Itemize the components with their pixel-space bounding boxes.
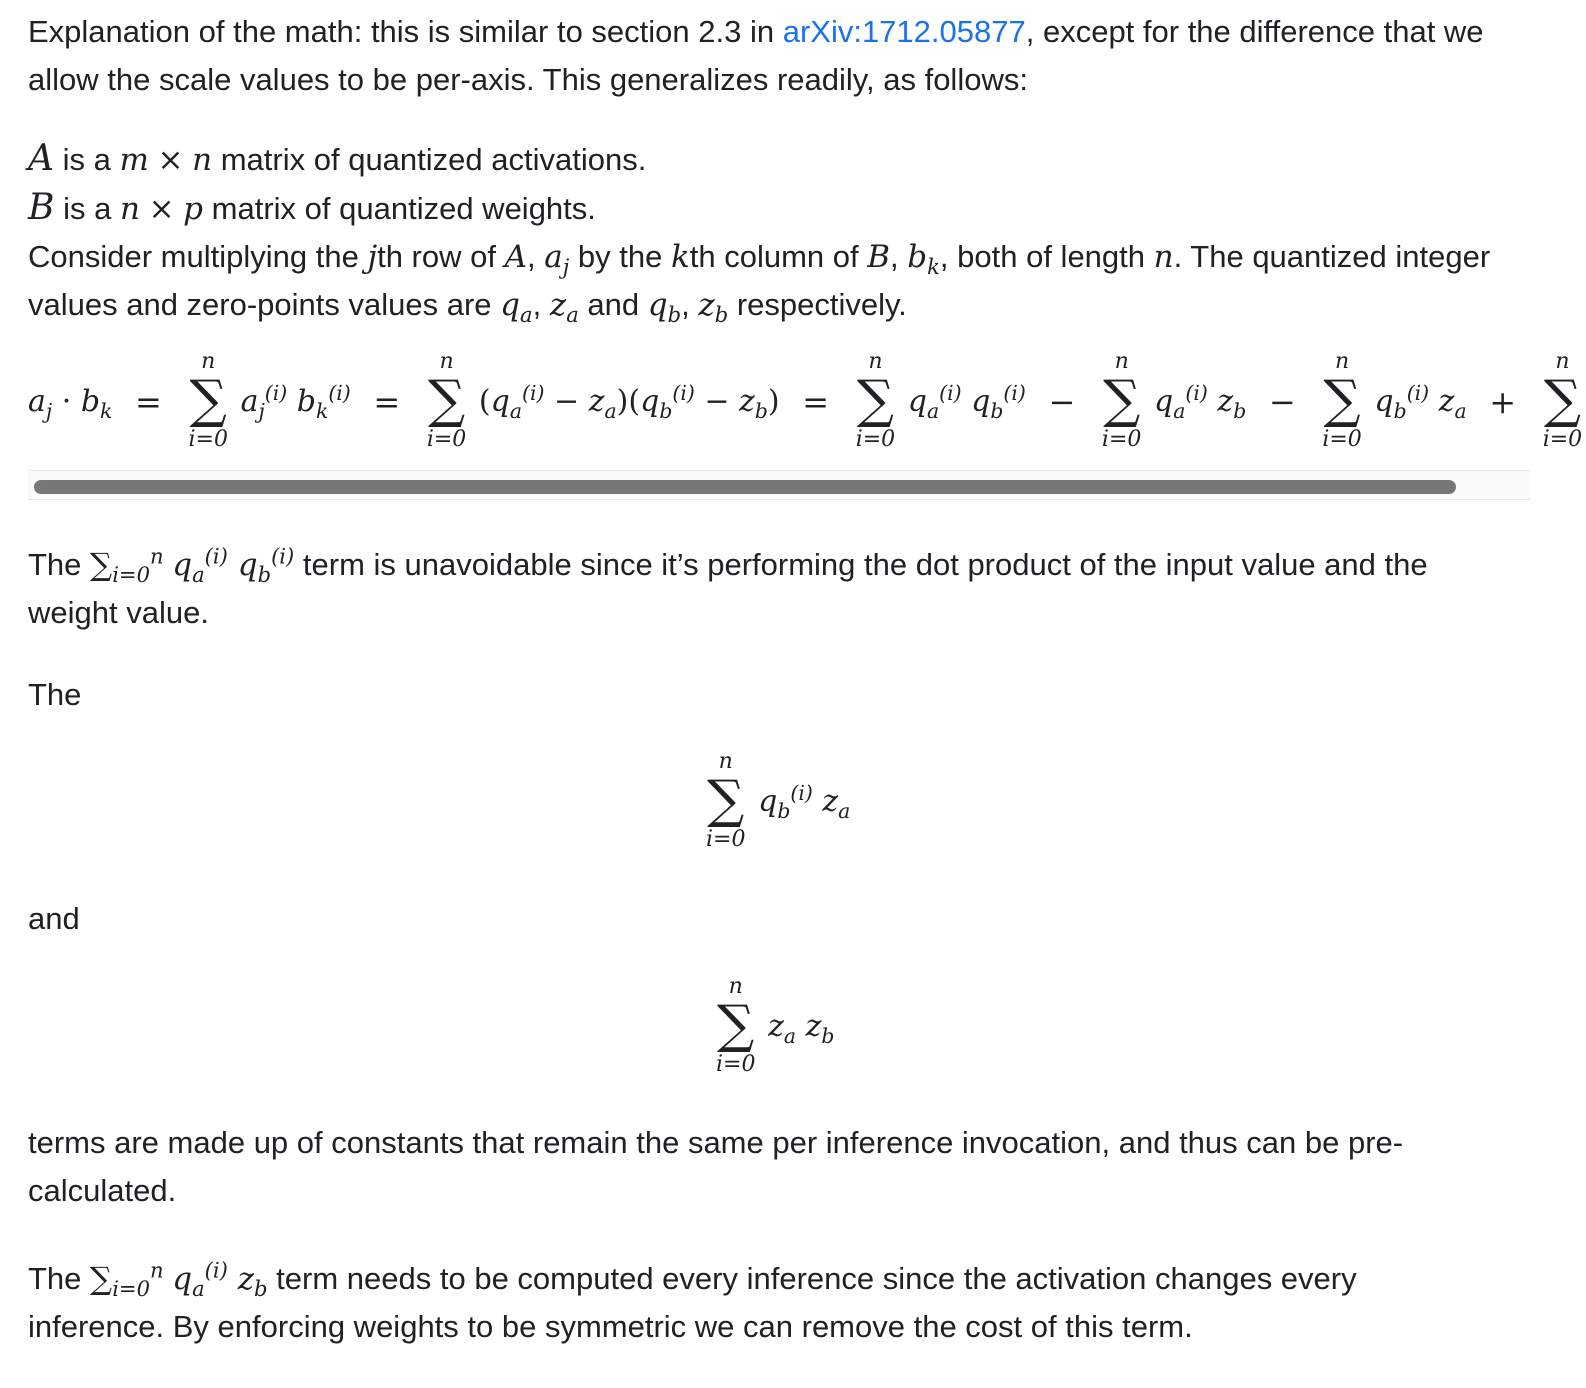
intro-paragraph	[28, 8, 1528, 104]
intro-text-tail: , except for the difference that we allow the scale values to be per-axis. This generalizes readily, as follows:	[28, 14, 1484, 97]
definitions	[28, 135, 1528, 329]
scrollbar-thumb[interactable]	[34, 480, 1456, 494]
arxiv-link[interactable]: arXiv:1712.05877	[782, 14, 1026, 49]
equation-scroll-container[interactable]	[28, 349, 1583, 500]
sum-symbol: n ∑ i=0	[426, 349, 467, 452]
horizontal-scrollbar[interactable]	[28, 470, 1530, 500]
sum-symbol: n ∑ i=0	[1101, 349, 1142, 452]
and-label: and	[28, 901, 80, 936]
paragraph-unavoidable-term: The $\sum_{i=0}^n$ $q_a^{(i)}$ $q_b^{(i)}$ term is unavoidable since it’s performing the dot product of the input value and the weight value.	[28, 543, 1428, 630]
intro-text: Explanation of the math: this is similar to section 2.3 in	[28, 14, 783, 49]
definition-consider: Consider multiplying the jth row of A, $a_j$ by the kth column of B, $b_k$, both of length n. The quantized integer values and zero-points values are $q_a$, $z_a$ and $q_b$, $z_b$ respectively.	[28, 239, 1491, 328]
definition-a: A is a m × n matrix of quantized activations.	[28, 138, 647, 179]
paragraph-symmetric-weights: The $\sum_{i=0}^n$ $q_a^{(i)}$ $z_b$ term needs to be computed every inference since the activation changes every inference. By enforcing weights to be symmetric we can remove the cost of this term.	[28, 1257, 1357, 1344]
sum-symbol: n ∑ i=0	[1542, 349, 1583, 452]
main-equation: $a_j \cdot b_k$ = n ∑ i=0 $a_j^{(i)}$ $b_k^{(i)}$ = n ∑ i=0 $(q_a^{(i)} - z_a)(q_b^{(i)} - z_b)$ = n ∑ i=0 $q_a^{(i)}$ $q_b^{(i)}$ − n ∑ i=0 $q_a^{(i)}$ $z_b$ − n ∑ i=0 $q_b^{(i)}$ $z_a$ + n ∑ i=0	[28, 349, 1583, 452]
sum-symbol: n ∑ i=0	[188, 349, 228, 452]
the-label: The	[28, 677, 82, 712]
definition-b: B is a n × p matrix of quantized weights.	[28, 187, 596, 228]
display-equation-za-zb: n ∑ i=0 $z_a$ $z_b$	[716, 974, 835, 1077]
sum-symbol: n ∑ i=0	[855, 349, 896, 452]
paragraph-constants: terms are made up of constants that remain the same per inference invocation, and thus can be pre-calculated.	[28, 1125, 1404, 1208]
display-equation-qb-za: n ∑ i=0 $q_b^{(i)}$ $z_a$	[706, 749, 851, 852]
sum-symbol: n ∑ i=0	[1322, 349, 1362, 452]
